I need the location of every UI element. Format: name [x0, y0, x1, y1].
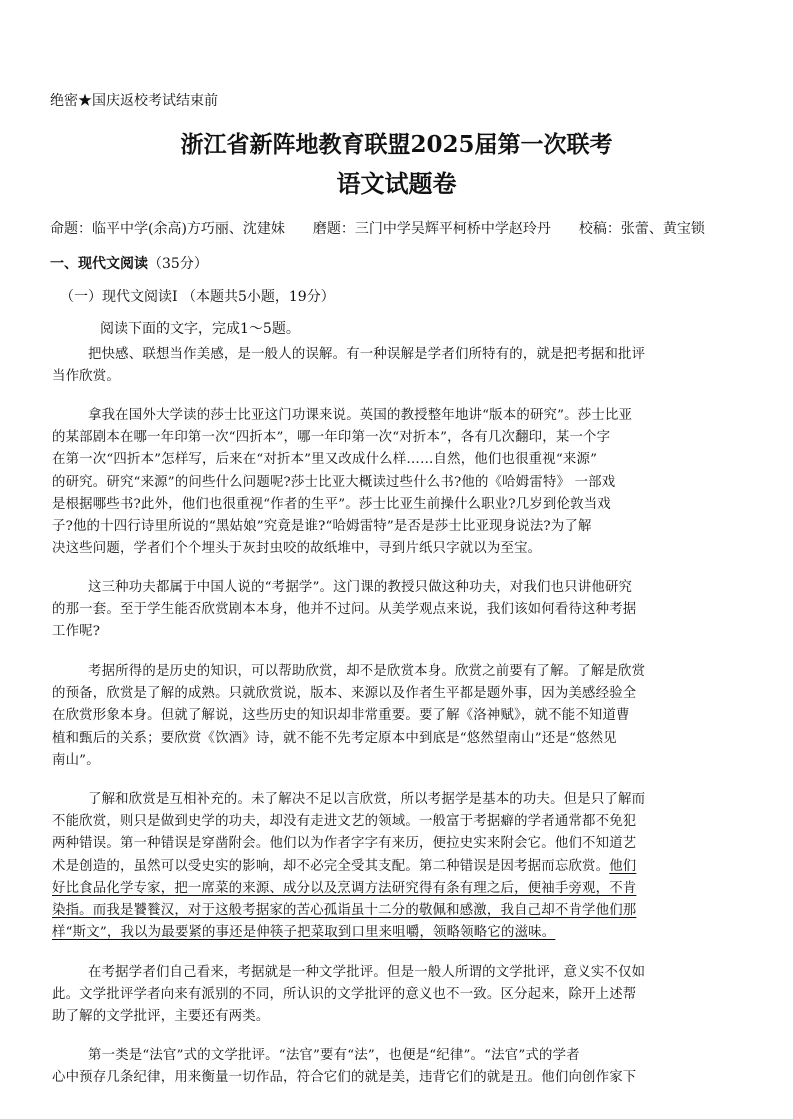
- paragraph-line: 把快感、联想当作美感，是一般人的误解。有一种误解是学者们所特有的，就是把考据和批评: [88, 347, 646, 362]
- underlined-line: 好比食品化学专家，把一席菜的来源、成分以及烹调方法研究得有条有理之后，便袖手旁观，不肯: [52, 880, 637, 896]
- paragraph-line: 在欣赏形象本身。但就了解说，这些历史的知识却非常重要。要了解《洛神赋》，就不能不知道曹: [52, 708, 630, 724]
- exam-title: 浙江省新阵地教育联盟2025届第一次联考: [180, 131, 613, 158]
- paragraph-line: 心中预存几条纪律，用来衡量一切作品，符合它们的就是美，违背它们的就是丑。他们向创作家下: [52, 1070, 637, 1086]
- section-heading: [50, 253, 208, 273]
- confidential-note: 绝密★国庆返校考试结束前: [50, 93, 218, 109]
- passage-paragraph-4: [52, 661, 770, 772]
- line-text: 术是创造的，虽然可以受史实的影响，却不必完全受其支配。第二种错误是因考据而忘欣赏。: [52, 858, 610, 874]
- section-score: （35分）: [148, 256, 208, 272]
- underlined-text: 他们: [609, 858, 637, 874]
- subsection-heading: （一）现代文阅读I （本题共5小题，19分）: [60, 289, 335, 305]
- paragraph-line: 此。文学批评学者向来有派别的不同，所认识的文学批评的意义也不一致。区分起来，除开上述帮: [52, 987, 637, 1003]
- paragraph-line: 的研究。研究“来源”的问些什么问题呢?莎士比亚大概读过些什么书?他的《哈姆雷特》 一部戏: [52, 474, 616, 490]
- paragraph-line: 第一类是“法官”式的文学批评。“法官”要有“法”，也便是“纪律”。“法官”式的学者: [88, 1048, 580, 1063]
- underlined-line: 染指。而我是饕餮汉，对于这般考据家的苦心孤诣虽十二分的敬佩和感激，我自己却不肯学他们那: [52, 902, 637, 918]
- paragraph-line: 子?他的十四行诗里所说的“黑姑娘”究竟是谁?“哈姆雷特”是否是莎士比亚现身说法?为了解: [52, 518, 592, 534]
- paragraph-line: 助了解的文学批评，主要还有两类。: [52, 1009, 270, 1025]
- passage-paragraph-6: [52, 962, 770, 1029]
- paragraph-line: 拿我在国外大学读的莎士比亚这门功课来说。英国的教授整年地讲“版本的研究”。莎士比亚: [88, 408, 633, 423]
- paragraph-line: 的某部剧本在哪一年印第一次“四折本”，哪一年印第一次“对折本”，各有几次翻印，某一个字: [52, 430, 611, 446]
- section-heading-text: 一、现代文阅读: [50, 256, 148, 272]
- paragraph-line: 在第一次“四折本”怎样写，后来在“对折本”里又改成什么样……自然，他们也很重视“来源”: [52, 452, 598, 468]
- credits-line: 命题：临平中学(余高)方巧丽、沈建妹 磨题：三门中学吴辉平柯桥中学赵玲丹 校稿：张蕾、黄宝锁: [50, 221, 705, 237]
- paragraph-line: 的预备，欣赏是了解的成熟。只就欣赏说，版本、来源以及作者生平都是题外事，因为美感经验全: [52, 686, 637, 702]
- paragraph-line: 是根据哪些书?此外，他们也很重视“作者的生平”。莎士比亚生前操什么职业?几岁到伦敦当戏: [52, 496, 611, 512]
- passage-paragraph-5: [52, 789, 770, 944]
- paragraph-line: 两种错误。第一种错误是穿凿附会。他们以为作者字字有来历，便拉史实来附会它。他们不知道艺: [52, 836, 637, 852]
- paragraph-line: 植和甄后的关系；要欣赏《饮酒》诗，就不能不先考定原本中到底是“悠然望南山”还是“悠然见: [52, 730, 617, 746]
- paragraph-line: 南山”。: [52, 752, 100, 768]
- paper-subtitle: 语文试题卷: [336, 169, 457, 198]
- paragraph-line: 当作欣赏。: [52, 369, 120, 385]
- passage-paragraph-7: [52, 1045, 770, 1089]
- passage-paragraph-3: [52, 577, 770, 644]
- paragraph-line: 不能欣赏，则只是做到史学的功夫，却没有走进文艺的领域。一般富于考据癖的学者通常都不免犯: [52, 814, 637, 830]
- paragraph-line: 在考据学者们自己看来，考据就是一种文学批评。但是一般人所谓的文学批评，意义实不仅如: [88, 965, 646, 980]
- underlined-line: 样“斯文”，我以为最要紧的事还是伸筷子把菜取到口里来咀嚼，领略领略它的滋味。: [52, 925, 556, 941]
- paragraph-line: 决这些问题，学者们个个埋头于灰封虫咬的故纸堆中，寻到片纸只字就以为至宝。: [52, 541, 542, 557]
- paragraph-line: 这三种功夫都属于中国人说的“考据学”。这门课的教授只做这种功夫，对我们也只讲他研究: [88, 580, 633, 595]
- paragraph-line: 工作呢?: [52, 624, 101, 640]
- paragraph-line: [52, 856, 770, 878]
- paragraph-line: 的那一套。至于学生能否欣赏剧本本身，他并不过问。从美学观点来说，我们该如何看待这种考据: [52, 602, 637, 618]
- paragraph-line: 了解和欣赏是互相补充的。未了解决不足以言欣赏，所以考据学是基本的功夫。但是只了解而: [88, 792, 646, 807]
- passage-paragraph-2: [52, 405, 770, 560]
- paragraph-line: 考据所得的是历史的知识，可以帮助欣赏，却不是欣赏本身。欣赏之前要有了解。了解是欣赏: [88, 664, 646, 679]
- passage-paragraph-1: [52, 344, 770, 388]
- reading-instruction: 阅读下面的文字，完成1～5题。: [100, 321, 300, 337]
